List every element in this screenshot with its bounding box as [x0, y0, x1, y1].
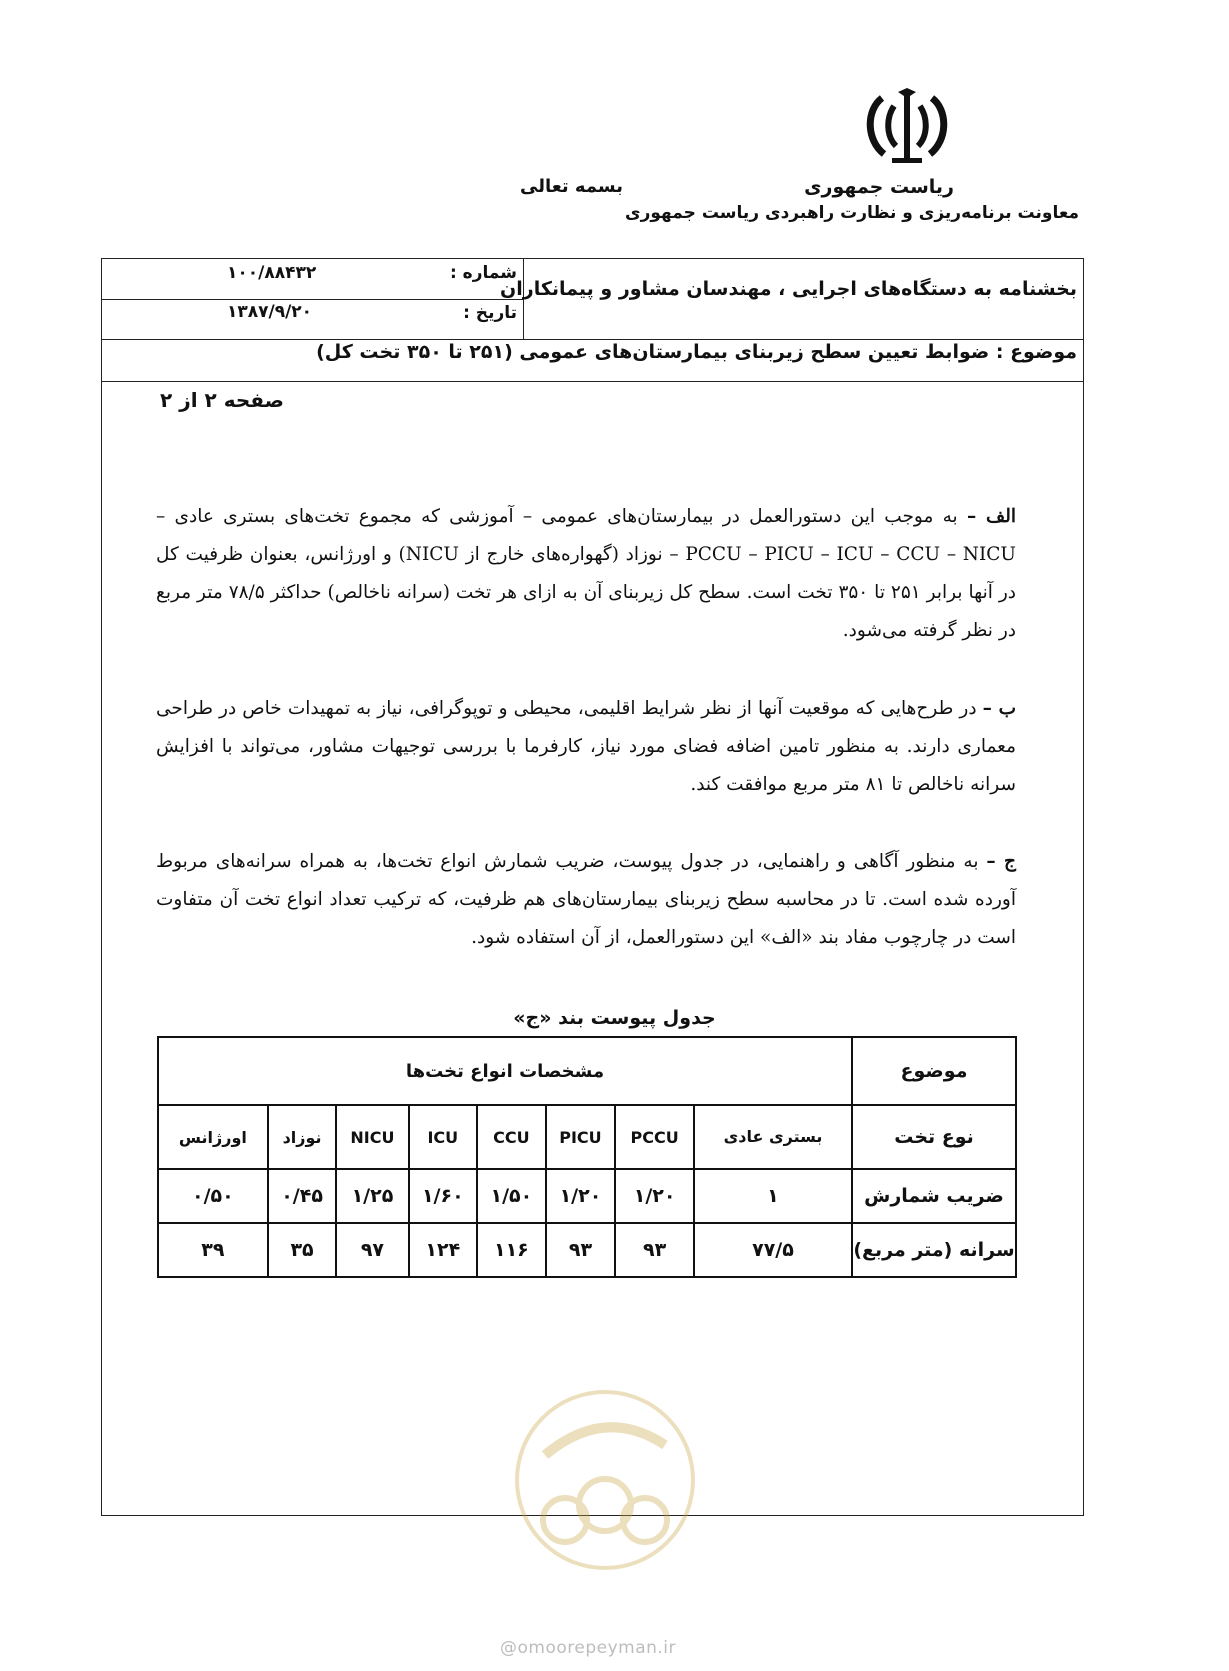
per-capita-cell: ۹۷: [336, 1223, 408, 1277]
per-capita-cell: ۱۲۴: [409, 1223, 478, 1277]
paragraph-a: [156, 498, 1016, 650]
coefficient-cell: ۱/۵۰: [477, 1169, 546, 1223]
bed-type-cell: CCU: [477, 1105, 546, 1169]
per-capita-label: سرانه (متر مربع): [852, 1223, 1016, 1277]
watermark-logo-icon: [505, 1385, 705, 1575]
per-capita-row: [158, 1223, 1016, 1277]
organization-subtitle: معاونت برنامه‌ریزی و نظارت راهبردی ریاست جمهوری: [625, 203, 1079, 223]
paragraph-b-text: در طرح‌هایی که موقعیت آنها از نظر شرایط اقلیمی، محیطی و توپوگرافی، نیاز به تمهیدات خاص در طراحی معماری دارند. به منظور تامین اضافه فضای مورد نیاز، کارفرما با بررسی توجیهات مشاور، می‌تواند با افزایش سرانه ناخالص تا ۸۱ متر مربع موافقت کند.: [156, 698, 1016, 795]
per-capita-cell: ۳۵: [268, 1223, 337, 1277]
recipient-line: بخشنامه به دستگاه‌های اجرایی ، مهندسان مشاور و پیمانکاران: [500, 278, 1077, 300]
paragraph-a-text: به موجب این دستورالعمل در بیمارستان‌های عمومی – آموزشی که مجموع تخت‌های بستری عادی – PCCU – PICU – ICU – CCU – NICU – نوزاد (گهواره‌های خارج از NICU) و اورژانس، بعنوان ظرفیت کل در آنها برابر ۲۵۱ تا ۳۵۰ تخت است. سطح کل زیربنای آن به ازای هر تخت (سرانه ناخالص) حداکثر ۷۸/۵ متر مربع در نظر گرفته می‌شود.: [156, 506, 1017, 641]
spec-header: مشخصات انواع تخت‌ها: [158, 1037, 852, 1105]
date-label: تاریخ :: [463, 303, 517, 323]
coefficient-cell: ۱/۲۵: [336, 1169, 408, 1223]
coefficient-cell: ۱/۶۰: [409, 1169, 478, 1223]
coefficient-row: [158, 1169, 1016, 1223]
subject-header: موضوع: [852, 1037, 1016, 1105]
paragraph-b: [156, 690, 1016, 804]
bed-specs-table: [157, 1036, 1017, 1278]
coefficient-cell: ۰/۴۵: [268, 1169, 337, 1223]
bed-type-cell: ICU: [409, 1105, 478, 1169]
coefficient-cell: ۱: [694, 1169, 852, 1223]
watermark-site: @omoorepeyman.ir: [500, 1638, 677, 1658]
per-capita-cell: ۱۱۶: [477, 1223, 546, 1277]
bed-type-cell: بستری عادی: [694, 1105, 852, 1169]
table-header-row: [158, 1037, 1016, 1105]
paragraph-c-label: ج –: [986, 851, 1016, 872]
bed-type-cell: NICU: [336, 1105, 408, 1169]
bed-type-cell: PICU: [546, 1105, 616, 1169]
number-value: ۱۰۰/۸۸۴۳۲: [227, 263, 317, 283]
table-title: جدول پیوست بند «ج»: [513, 1007, 716, 1029]
per-capita-cell: ۷۷/۵: [694, 1223, 852, 1277]
coefficient-cell: ۱/۲۰: [546, 1169, 616, 1223]
organization-name: ریاست جمهوری: [804, 176, 954, 198]
page-number: صفحه ۲ از ۲: [160, 388, 284, 412]
per-capita-cell: ۹۳: [615, 1223, 694, 1277]
iran-emblem-icon: [862, 88, 952, 168]
bed-type-cell: نوزاد: [268, 1105, 337, 1169]
bed-type-label: نوع تخت: [852, 1105, 1016, 1169]
coefficient-cell: ۱/۲۰: [615, 1169, 694, 1223]
number-label: شماره :: [449, 263, 517, 283]
per-capita-cell: ۹۳: [546, 1223, 616, 1277]
paragraph-c: [156, 843, 1016, 957]
date-value: ۱۳۸۷/۹/۲۰: [227, 302, 313, 322]
per-capita-cell: ۳۹: [158, 1223, 268, 1277]
paragraph-c-text: به منظور آگاهی و راهنمایی، در جدول پیوست، ضریب شمارش انواع تخت‌ها، به همراه سرانه‌های مربوط آورده شده است. تا در محاسبه سطح زیربنای بیمارستان‌های هم ظرفیت، که ترکیب تعداد انواع تخت آن متفاوت است در چارچوب مفاد بند «الف» این دستورالعمل، از آن استفاده شود.: [156, 851, 1016, 948]
bismillah-heading: بسمه تعالی: [520, 176, 623, 197]
coefficient-cell: ۰/۵۰: [158, 1169, 268, 1223]
subject-line: موضوع : ضوابط تعیین سطح زیربنای بیمارستان‌های عمومی (۲۵۱ تا ۳۵۰ تخت کل): [316, 341, 1077, 363]
paragraph-b-label: ب –: [982, 698, 1016, 719]
bed-type-cell: PCCU: [615, 1105, 694, 1169]
paragraph-a-label: الف –: [966, 506, 1016, 527]
bed-type-row: [158, 1105, 1016, 1169]
bed-type-cell: اورژانس: [158, 1105, 268, 1169]
coefficient-label: ضریب شمارش: [852, 1169, 1016, 1223]
